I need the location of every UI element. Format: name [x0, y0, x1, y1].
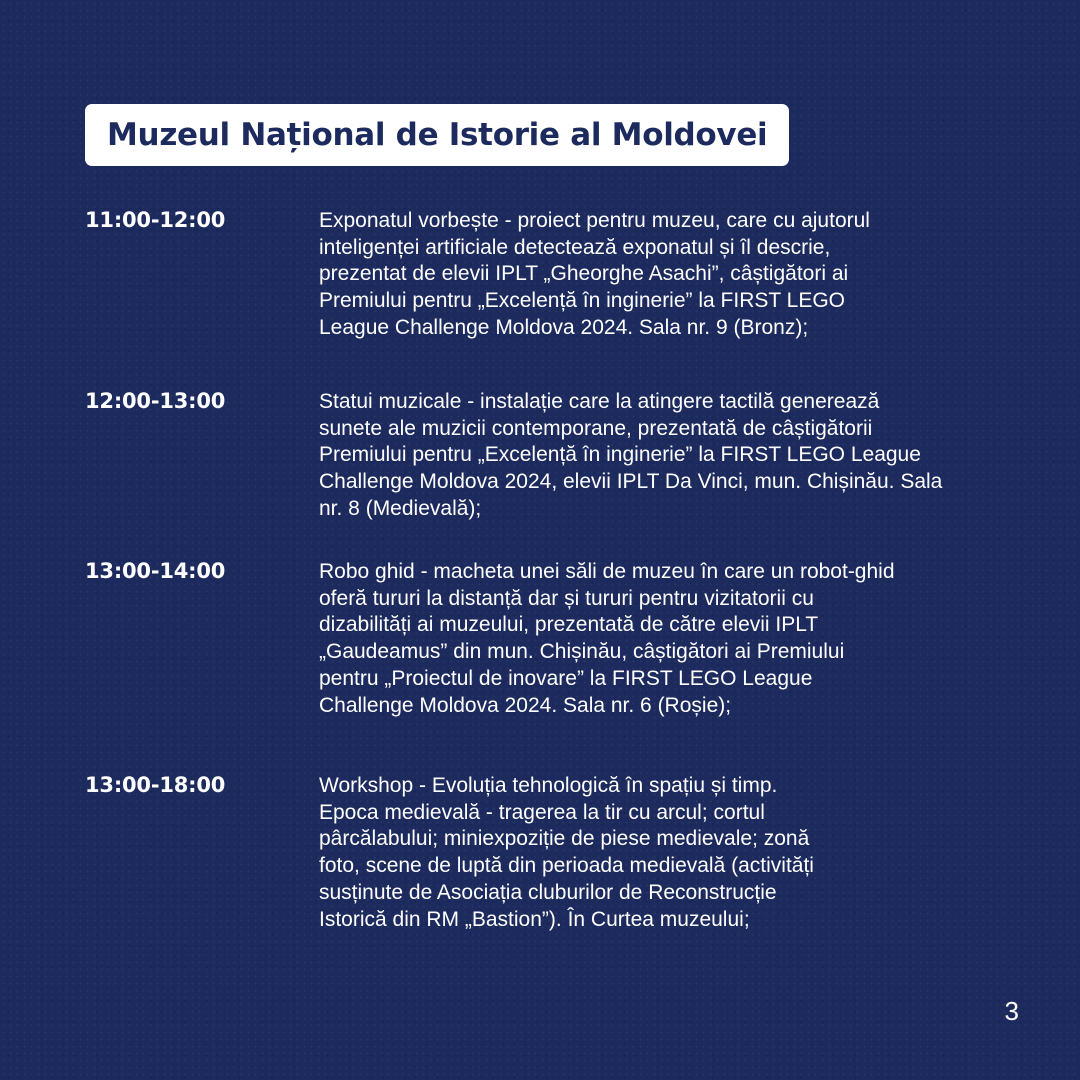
event-description	[319, 773, 1064, 933]
description-line: Premiului pentru „Excelență în inginerie” la FIRST LEGO League	[319, 443, 921, 467]
description-line: Challenge Moldova 2024, elevii IPLT Da Vinci, mun. Chișinău. Sala	[319, 470, 943, 494]
description-line: prezentat de elevii IPLT „Gheorghe Asachi”, câștigători ai	[319, 262, 849, 286]
description-line: sunete ale muzicii contemporane, prezentată de câștigătorii	[319, 416, 873, 440]
event-description	[319, 389, 1064, 523]
description-line: pârcălabului; miniexpoziție de piese medievale; zonă	[319, 827, 810, 851]
description-line: „Gaudeamus” din mun. Chișinău, câștigători ai Premiului	[319, 640, 845, 664]
event-time: 13:00-18:00	[85, 773, 226, 797]
description-line: Robo ghid - macheta unei săli de muzeu în care un robot-ghid	[319, 560, 895, 583]
event-description	[319, 559, 1064, 719]
event-description	[319, 208, 1064, 342]
description-line: inteligenței artificiale detectează exponatul și îl descrie,	[319, 235, 831, 259]
description-line: nr. 8 (Medievală);	[319, 496, 482, 520]
description-line: foto, scene de luptă din perioada medievală (activități	[319, 854, 814, 878]
description-line: Challenge Moldova 2024. Sala nr. 6 (Roșie);	[319, 693, 732, 717]
description-line: Statui muzicale - instalație care la atingere tactilă generează	[319, 390, 880, 413]
event-time: 13:00-14:00	[85, 559, 226, 583]
description-line: oferă tururi la distanță dar și tururi pentru vizitatorii cu	[319, 586, 814, 610]
description-line: League Challenge Moldova 2024. Sala nr. 9 (Bronz);	[319, 315, 809, 339]
description-line: Exponatul vorbește - proiect pentru muzeu, care cu ajutorul	[319, 209, 870, 232]
description-line: Workshop - Evoluția tehnologică în spațiu și timp.	[319, 774, 778, 797]
title-banner	[85, 104, 789, 166]
event-time: 11:00-12:00	[85, 208, 226, 232]
description-line: pentru „Proiectul de inovare” la FIRST LEGO League	[319, 666, 813, 690]
page-title: Muzeul Național de Istorie al Moldovei	[107, 117, 768, 153]
description-line: Premiului pentru „Excelență în inginerie” la FIRST LEGO	[319, 289, 846, 313]
event-time: 12:00-13:00	[85, 389, 226, 413]
description-line: Epoca medievală - tragerea la tir cu arcul; cortul	[319, 800, 765, 824]
description-line: Istorică din RM „Bastion”). În Curtea muzeului;	[319, 907, 750, 931]
page-number: 3	[1004, 996, 1019, 1026]
description-line: dizabilități ai muzeului, prezentată de către elevii IPLT	[319, 613, 819, 637]
description-line: susținute de Asociația cluburilor de Reconstrucție	[319, 880, 777, 904]
